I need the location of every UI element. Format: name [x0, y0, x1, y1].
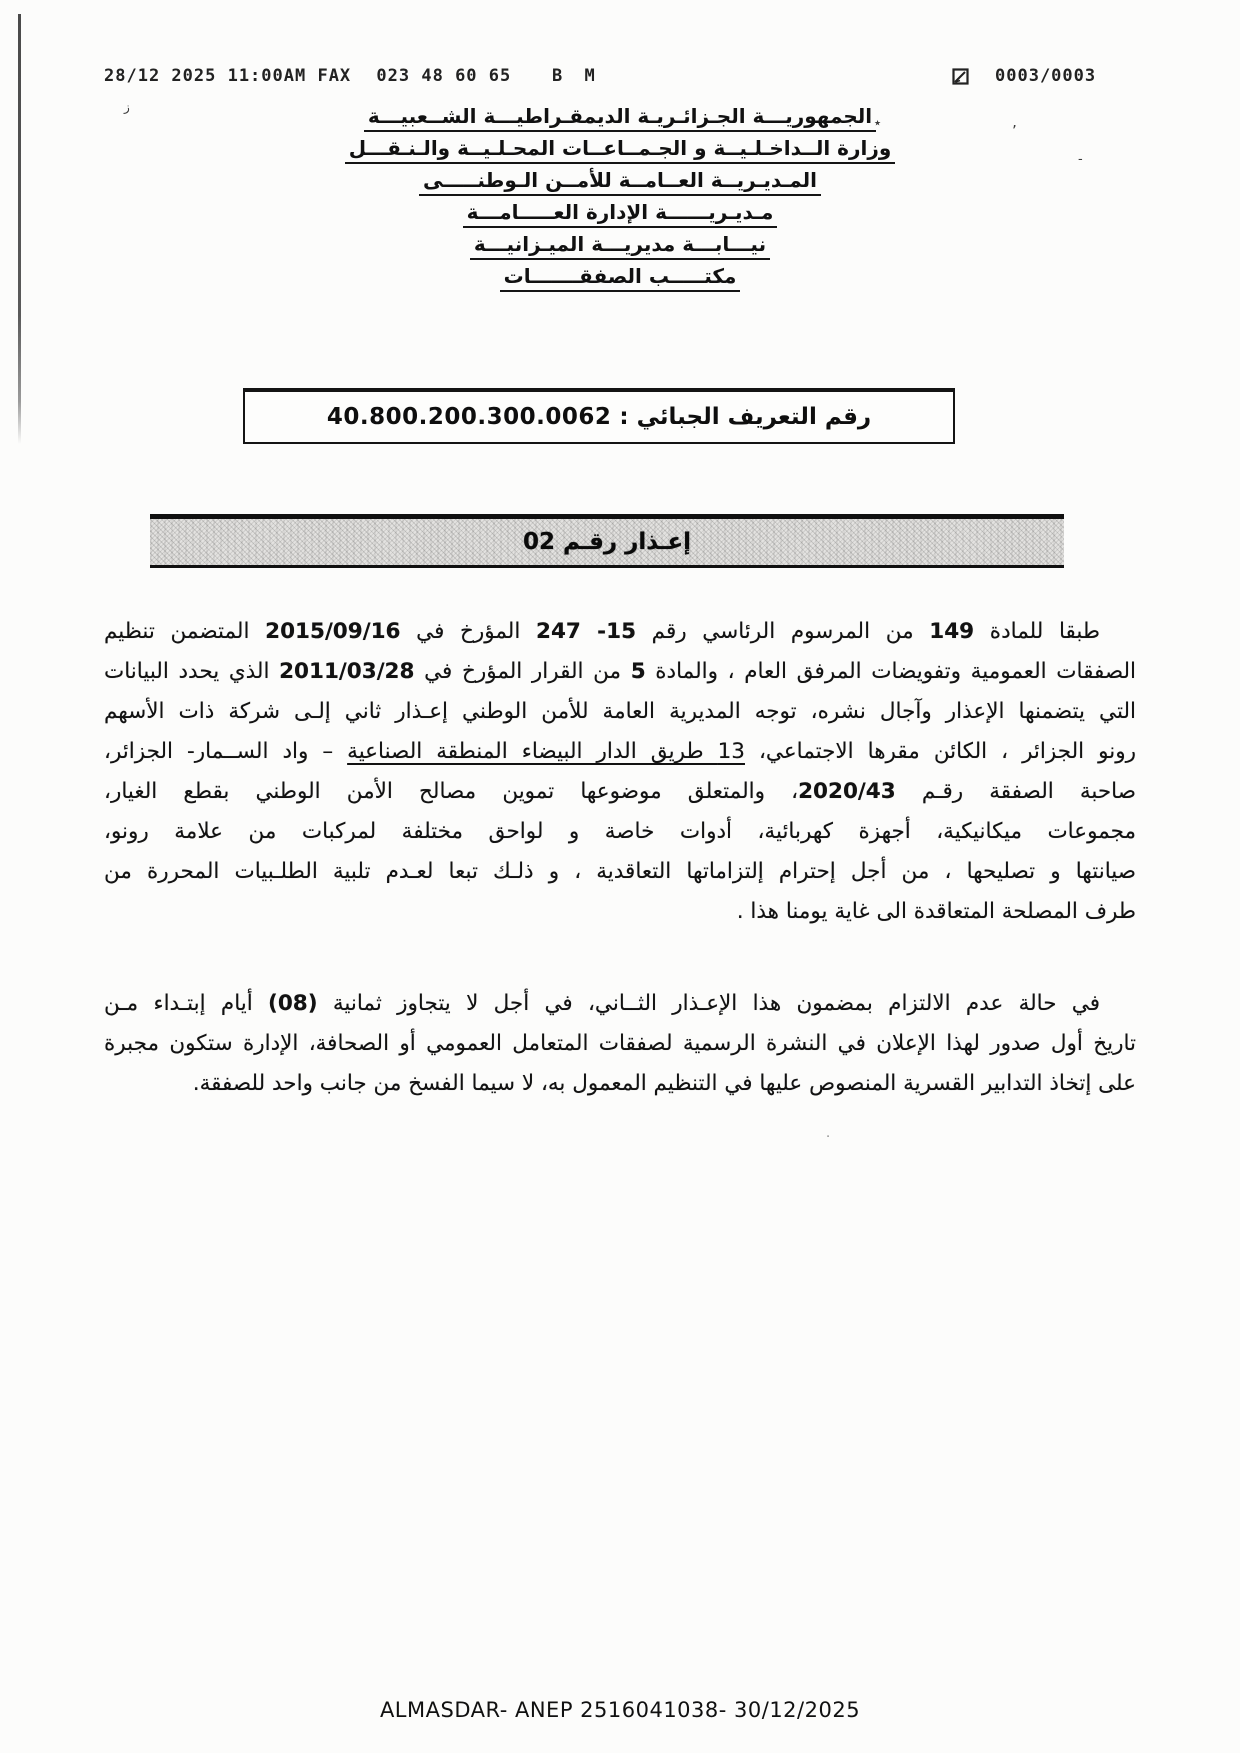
- fax-datetime-and-number: [104, 66, 511, 86]
- letterhead-line: وزارة الــداخـلـيــة و الجـمــاعــات المحـلـيــة والـنـقـــل: [0, 136, 1240, 164]
- line: طبقا للمادة 149 من المرسوم الرئاسي رقم 15- 247 المؤرخ في 2015/09/16 المتضمن تنظيم: [104, 619, 1100, 644]
- letterhead: [0, 104, 1240, 296]
- notice-banner: [150, 514, 1064, 568]
- line: صيانتها و تصليحها ، من أجل إحترام إلتزاماتها التعاقدية ، و ذلـك تبعا لعـدم تلبية الطلـبيات المحررة من: [104, 859, 1136, 884]
- line: في حالة عدم الالتزام بمضمون هذا الإعـذار الثــاني، في أجل لا يتجاوز ثمانية (08) أيام إبتـداء مـن: [104, 991, 1100, 1016]
- fax-line-number: 023 48 60 65: [376, 66, 512, 86]
- letterhead-line: مكتـــــب الصفقـــــــات: [0, 264, 1240, 292]
- paragraph-legal-basis: [104, 612, 1136, 932]
- fax-page-counter: 0003/0003: [995, 66, 1097, 86]
- line: الصفقات العمومية وتفويضات المرفق العام ، والمادة 5 من القرار المؤرخ في 2011/03/28 الذي يحدد البيانات: [104, 659, 1136, 684]
- scan-speck: ٭: [874, 116, 882, 131]
- scan-speck: ز: [124, 100, 131, 114]
- fax-station-code: B M: [552, 66, 601, 86]
- line: رونو الجزائر ، الكائن مقرها الاجتماعي، 13 طريق الدار البيضاء المنطقة الصناعية – واد الســمار- الجزائر،: [104, 739, 1137, 764]
- line: تاريخ أول صدور لهذا الإعلان في النشرة الرسمية لصفقات المتعامل العمومي أو الصحافة، الإدارة ستكون مجبرة: [104, 1031, 1136, 1056]
- line: التي يتضمنها الإعذار وآجال نشره، توجه المديرية العامة للأمن الوطني إعـذار ثاني إلـى شركة ذات الأسهم: [104, 699, 1136, 724]
- fax-datetime: 28/12 2025 11:00AM FAX: [104, 66, 352, 86]
- letterhead-line: نيـــابـــة مديريـــة الميـزانيـــة: [0, 232, 1240, 260]
- line: على إتخاذ التدابير القسرية المنصوص عليها في التنظيم المعمول به، لا سيما الفسخ من جانب واحد للصفقة.: [192, 1071, 1136, 1096]
- scan-speck: ·: [826, 1130, 831, 1145]
- line: طرف المصلحة المتعاقدة الى غاية يومنا هذا .: [736, 899, 1136, 924]
- notice-title: إعـذار رقـم 02: [522, 529, 692, 555]
- letterhead-line: المـديـريــة العــامــة للأمــن الـوطنـــــى: [0, 168, 1240, 196]
- line: صاحبة الصفقة رقـم 2020/43، والمتعلق موضوعها تموين مصالح الأمن الوطني بقطع الغيار،: [104, 779, 1136, 804]
- line: مجموعات ميكانيكية، أجهزة كهربائية، أدوات خاصة و لواحق مختلفة لمركبات من علامة رونو،: [104, 819, 1136, 844]
- document-body: [104, 612, 1136, 1156]
- publication-footer: ALMASDAR- ANEP 2516041038- 30/12/2025: [379, 1698, 861, 1722]
- fax-transmission-header: [0, 66, 1240, 92]
- fax-page-count: [952, 66, 1096, 86]
- tax-id-value: 40.800.200.300.0062: [326, 404, 612, 430]
- letterhead-line: مـديـريــــــة الإدارة العـــــامـــة: [0, 200, 1240, 228]
- letterhead-line: الجمهوريـــة الجـزائـريـة الديمقـراطيـــة الشــعبيـــة: [0, 104, 1240, 132]
- paragraph-consequences: [104, 984, 1136, 1104]
- fax-page-icon: [952, 68, 969, 85]
- tax-id-box: [243, 388, 955, 444]
- scan-speck: -: [1078, 152, 1083, 167]
- scan-speck: ’: [1012, 122, 1017, 140]
- tax-id-label: رقم التعريف الجبائي :: [619, 404, 872, 430]
